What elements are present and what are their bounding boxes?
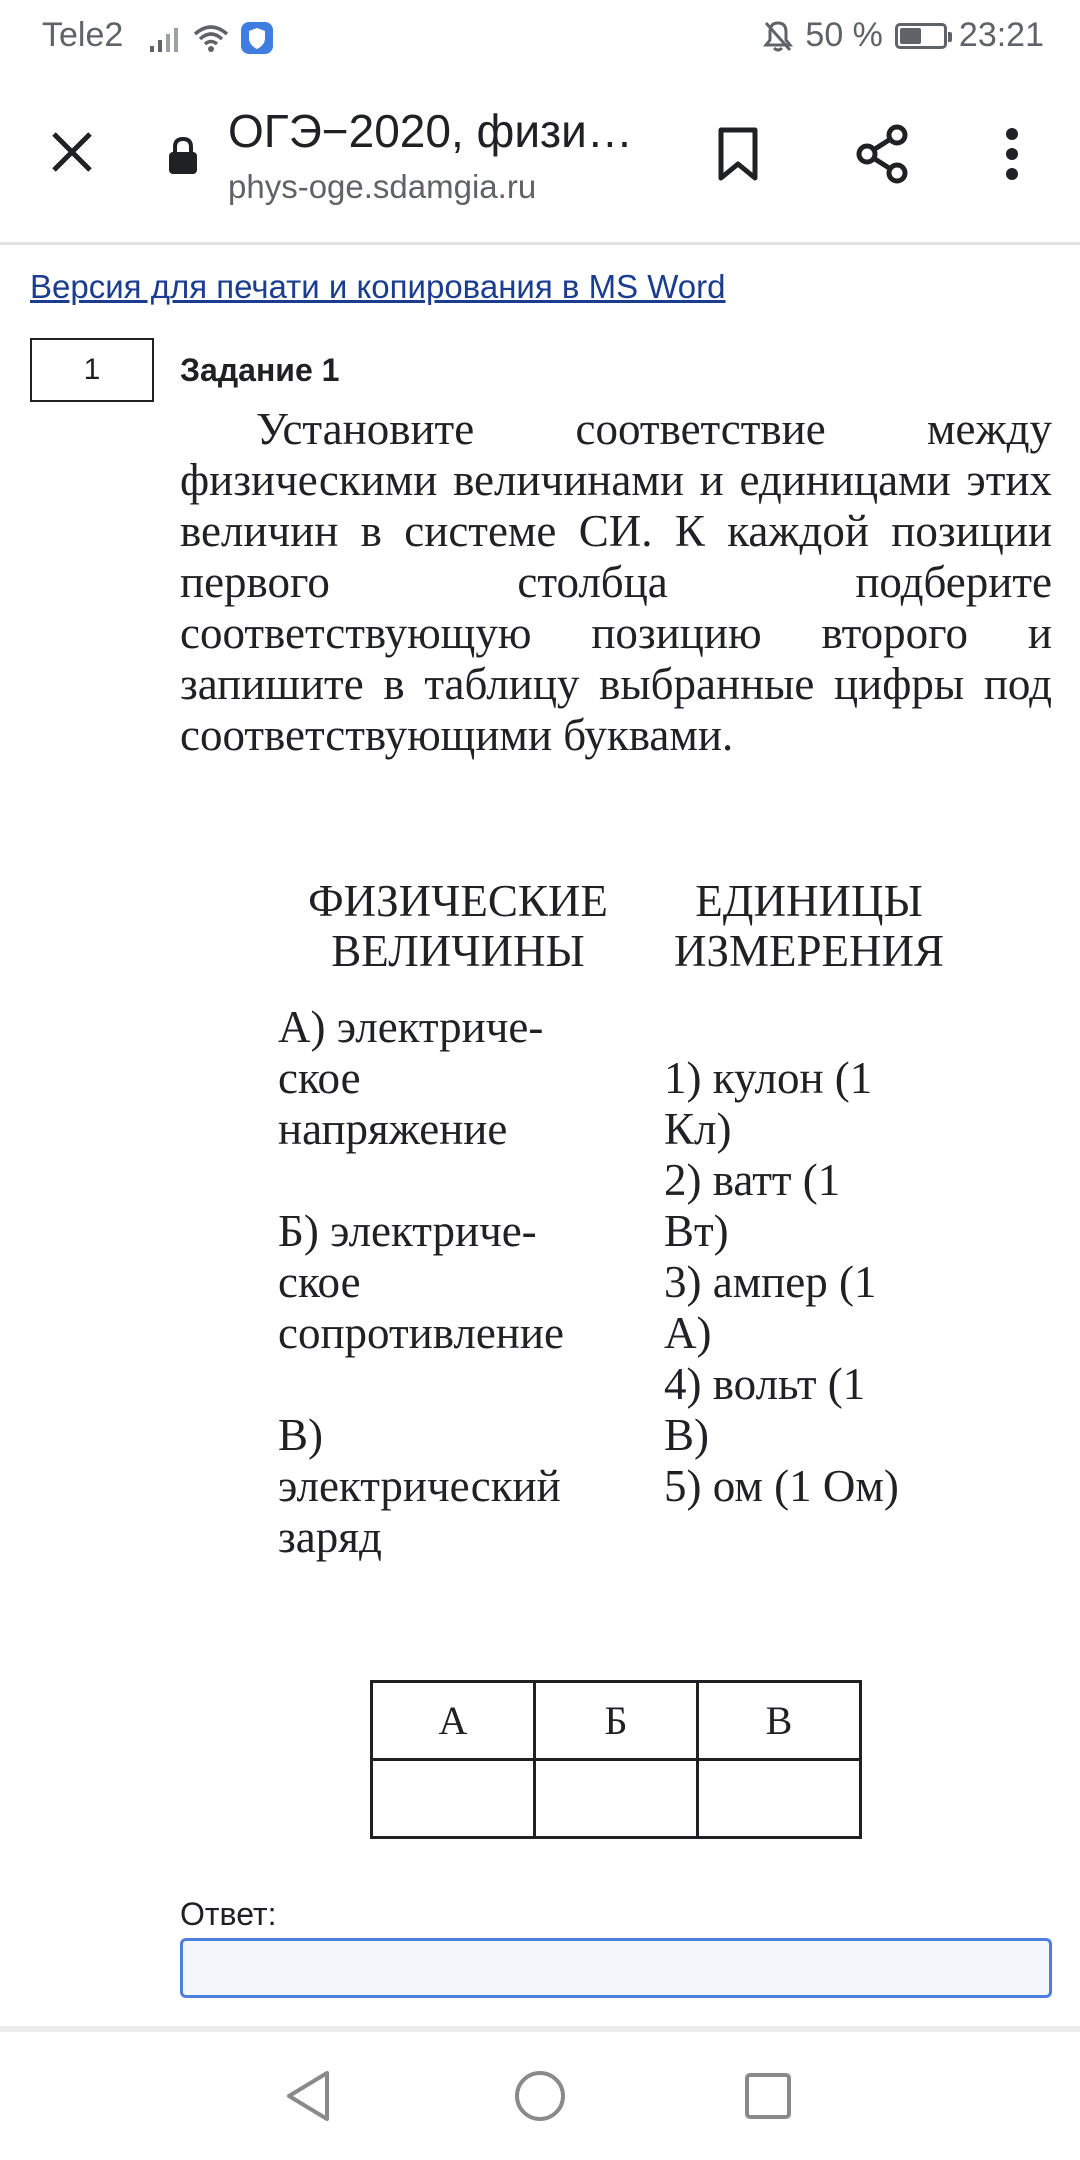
unit-line: 4) вольт (1: [664, 1359, 866, 1409]
bookmark-button[interactable]: [702, 118, 774, 190]
print-version-link[interactable]: Версия для печати и копирования в MS Word: [30, 268, 726, 305]
answer-grid-header: А: [372, 1682, 535, 1760]
share-icon: [853, 123, 911, 185]
answer-grid-header: Б: [535, 1682, 698, 1760]
bookmark-icon: [716, 126, 760, 182]
left-column-header: ФИЗИЧЕСКИЕ ВЕЛИЧИНЫ: [308, 876, 608, 976]
nav-back-button[interactable]: [268, 2056, 348, 2136]
list-item: А) электриче- ское напряжение: [278, 1002, 544, 1154]
answer-grid-cell: [535, 1760, 698, 1838]
wifi-icon: [192, 23, 230, 53]
back-triangle-icon: [283, 2069, 333, 2123]
right-column-header: ЕДИНИЦЫ ИЗМЕРЕНИЯ: [673, 876, 945, 976]
page-title: ОГЭ−2020, физи…: [228, 105, 633, 157]
status-bar: [0, 0, 1080, 74]
close-icon: [48, 128, 96, 176]
task-title: Задание 1: [180, 352, 340, 388]
answer-input[interactable]: [180, 1938, 1052, 1998]
battery-percent: 50 %: [805, 16, 883, 54]
battery-icon: [895, 23, 947, 49]
unit-line: 5) ом (1 Ом): [664, 1461, 899, 1511]
answer-grid-header-row: [372, 1682, 861, 1760]
shield-icon: [240, 21, 274, 55]
answer-grid-cell: [698, 1760, 861, 1838]
unit-line: 3) ампер (1: [664, 1257, 877, 1307]
physical-quantities-list: [278, 1002, 638, 1563]
answer-grid-cell: [372, 1760, 535, 1838]
unit-line: Кл): [664, 1104, 732, 1154]
answer-grid: [370, 1680, 862, 1839]
answer-grid-value-row: [372, 1760, 861, 1838]
carrier-label: Tele2: [42, 16, 124, 54]
page-url[interactable]: phys-oge.sdamgia.ru: [228, 168, 537, 205]
more-vert-icon: [1002, 126, 1022, 182]
nav-recents-button[interactable]: [728, 2056, 808, 2136]
system-nav-bar: [0, 2032, 1080, 2160]
share-button[interactable]: [846, 118, 918, 190]
unit-line: Вт): [664, 1206, 729, 1256]
lock-icon[interactable]: [166, 136, 200, 181]
recents-square-icon: [743, 2071, 793, 2121]
home-circle-icon: [513, 2069, 567, 2123]
more-menu-button[interactable]: [976, 118, 1048, 190]
unit-line: 2) ватт (1: [664, 1155, 841, 1205]
bell-off-icon: [763, 20, 793, 52]
list-item: Б) электриче- ское сопротивление: [278, 1206, 564, 1358]
answer-label: Ответ:: [180, 1896, 277, 1932]
task-text: Установите соответствие между физическими величинами и единицами этих величин в системе СИ. К каждой позиции первого столбца подберите соответствующую позицию второго и запишите в таблицу выбранные цифры под соответствующими буквами.: [180, 404, 1052, 760]
clock: 23:21: [958, 16, 1044, 54]
unit-line: 1) кулон (1: [664, 1053, 873, 1103]
unit-line: В): [664, 1410, 709, 1460]
task-number-box: [30, 338, 154, 402]
custom-tab-toolbar: [0, 74, 1080, 245]
close-button[interactable]: [44, 124, 100, 180]
unit-line: А): [664, 1308, 712, 1358]
list-item: В) электрический заряд: [278, 1410, 561, 1562]
units-list: [664, 1053, 964, 1512]
nav-home-button[interactable]: [500, 2056, 580, 2136]
battery-level: [900, 28, 921, 44]
answer-grid-header: В: [698, 1682, 861, 1760]
task-number: 1: [83, 353, 101, 386]
signal-icon: [148, 24, 182, 52]
